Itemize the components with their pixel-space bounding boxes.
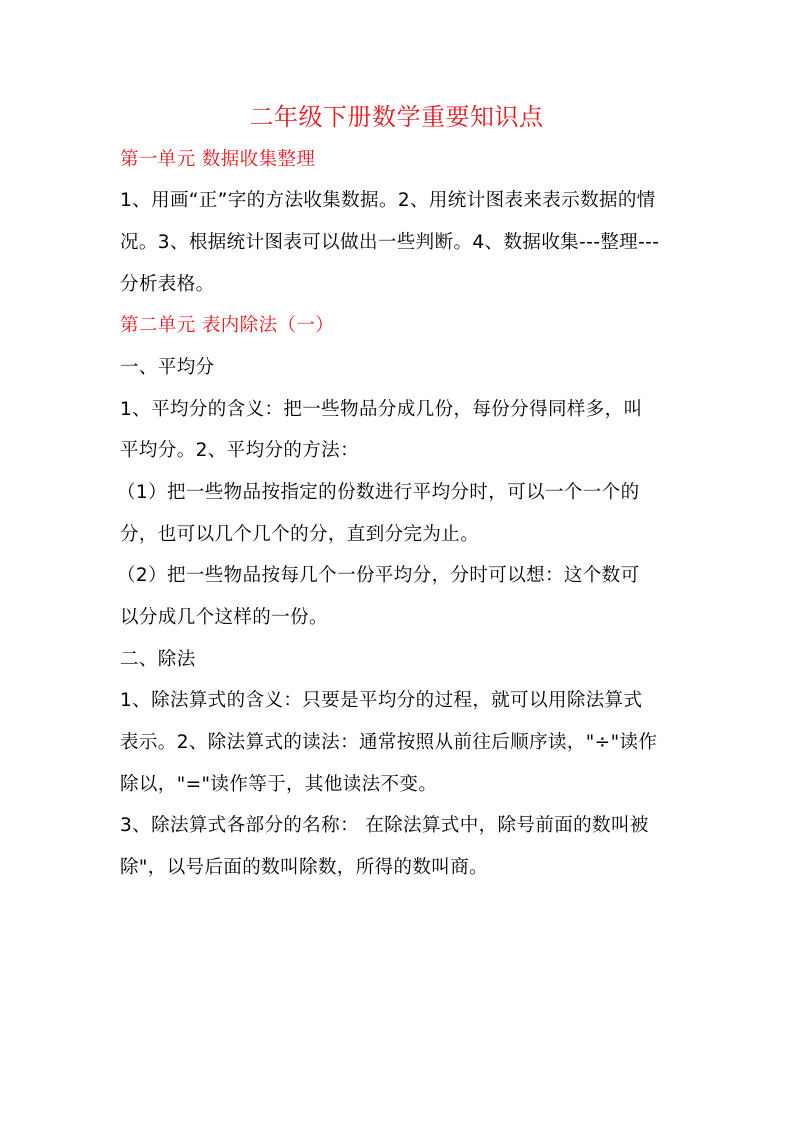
paragraph-line: 表示。2、除法算式的读法：通常按照从前往后顺序读，"÷"读作 (120, 732, 658, 753)
paragraph-line: 分析表格。 (120, 274, 215, 295)
unit-2-heading: 第二单元 表内除法（一） (120, 315, 335, 336)
paragraph-line: 3、除法算式各部分的名称： 在除法算式中，除号前面的数叫被 (120, 815, 649, 836)
paragraph-line: 分，也可以几个几个的分，直到分完为止。 (120, 524, 480, 545)
paragraph-line: 1、用画“正”字的方法收集数据。2、用统计图表来表示数据的情 (120, 190, 656, 211)
paragraph-line: （2）把一些物品按每几个一份平均分，分时可以想：这个数可 (117, 565, 640, 586)
paragraph-line: 1、平均分的含义：把一些物品分成几份，每份分得同样多，叫 (120, 399, 643, 420)
section-heading-average: 一、平均分 (120, 357, 215, 378)
paragraph-line: 1、除法算式的含义：只要是平均分的过程，就可以用除法算式 (120, 690, 643, 711)
paragraph-line: 平均分。2、平均分的方法： (120, 440, 359, 461)
paragraph-line: 除以，"="读作等于，其他读法不变。 (120, 774, 438, 795)
paragraph-line: 以分成几个这样的一份。 (120, 607, 328, 628)
paragraph-line: 除"，以号后面的数叫除数，所得的数叫商。 (120, 857, 489, 878)
section-heading-division: 二、除法 (120, 649, 196, 670)
document-title: 二年级下册数学重要知识点 (249, 103, 544, 131)
paragraph-line: 况。3、根据统计图表可以做出一些判断。4、数据收集---整理--- (120, 232, 660, 253)
unit-1-heading: 第一单元 数据收集整理 (120, 149, 316, 170)
paragraph-line: （1）把一些物品按指定的份数进行平均分时，可以一个一个的 (117, 482, 640, 503)
